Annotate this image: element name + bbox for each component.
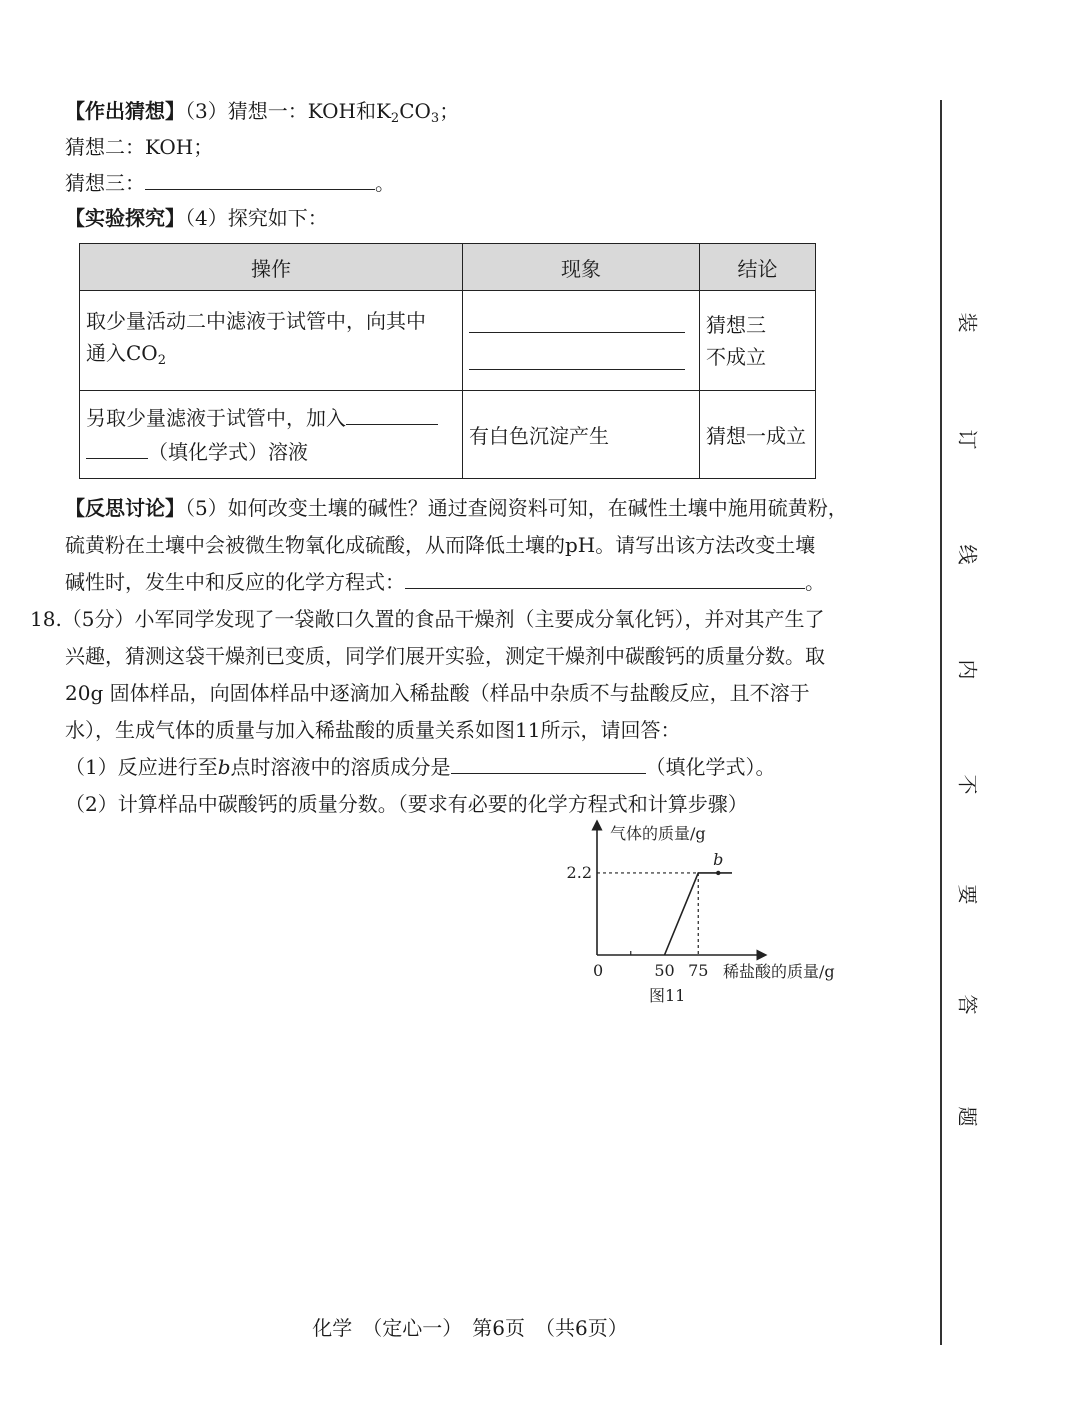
binding-line [940, 100, 942, 1345]
row2-reagent-blank[interactable] [346, 404, 438, 425]
row2-conclusion: 猜想一成立 [700, 391, 816, 479]
equation-blank[interactable] [405, 568, 805, 589]
row1-operation [80, 291, 463, 391]
reflect-line-3 [65, 567, 825, 597]
row1-phen-blank-1[interactable] [469, 312, 685, 333]
origin-label: 0 [593, 961, 604, 980]
hypothesis-intro: （3）猜想一：KOH和K [185, 99, 391, 123]
reflect-text-3: 碱性时，发生中和反应的化学方程式： [65, 570, 405, 594]
q18-sub1-post: （填化学式）。 [645, 755, 776, 779]
binding-char: 答 [955, 994, 980, 1015]
q18-sub1-b: b [217, 755, 231, 779]
reflect-end: 。 [805, 570, 825, 594]
binding-char: 要 [955, 884, 980, 905]
x-axis-label: 稀盐酸的质量/g [723, 962, 835, 981]
solute-blank[interactable] [451, 753, 646, 774]
q18-line-4: 水），生成气体的质量与加入稀盐酸的质量关系如图11所示，请回答： [65, 718, 681, 742]
hypothesis-3-end: 。 [375, 171, 395, 195]
page-footer: 化学 （定心一） 第6页 （共6页） [312, 1316, 628, 1340]
point-b-marker [716, 871, 720, 875]
header-operation: 操作 [80, 244, 463, 291]
table-header-row [80, 244, 816, 291]
row1-conclusion [700, 291, 816, 391]
q18-line-2: 兴趣，猜测这袋干燥剂已变质，同学们展开实验，测定干燥剂中碳酸钙的质量分数。取 [65, 644, 825, 668]
q18-sub1-mid: 点时溶液中的溶质成分是 [230, 755, 451, 779]
header-phenomenon: 现象 [463, 244, 700, 291]
hypothesis-3-label: 猜想三： [65, 171, 145, 195]
binding-char: 装 [955, 312, 980, 333]
hypothesis-3-line [65, 168, 395, 198]
reflect-text-1: （5）如何改变土壤的碱性？通过查阅资料可知，在碱性土壤中施用硫黄粉， [185, 496, 848, 520]
binding-char: 不 [955, 774, 980, 795]
binding-char: 线 [955, 544, 980, 565]
row1-op-line1: 取少量活动二中滤液于试管中，向其中 [86, 308, 426, 333]
binding-char: 题 [955, 1106, 980, 1127]
hypothesis-line-1 [65, 96, 459, 134]
hypothesis-end: ； [439, 99, 460, 123]
q18-sub1-pre: （1）反应进行至 [65, 755, 218, 779]
binding-char: 内 [955, 659, 980, 680]
hypothesis-2: 猜想二：KOH； [65, 135, 214, 159]
reflect-tag: 【反思讨论】 [65, 496, 185, 520]
explore-line [65, 203, 328, 233]
k2co3-sub-k: 2 [390, 111, 400, 126]
point-b-label: b [713, 849, 724, 869]
binding-char: 订 [955, 429, 980, 450]
row1-concl-line2: 不成立 [706, 344, 766, 369]
table-row [80, 291, 816, 391]
row1-concl-line1: 猜想三 [706, 312, 766, 337]
y-tick-label: 2.2 [566, 862, 592, 882]
x-tick-label: 75 [688, 961, 709, 980]
row1-phen-blank-2[interactable] [469, 349, 685, 370]
reflect-line-2: 硫黄粉在土壤中会被微生物氧化成硫酸，从而降低土壤的pH。请写出该方法改变土壤 [65, 533, 816, 557]
figure-caption: 图11 [649, 986, 686, 1005]
y-axis-label: 气体的质量/g [610, 824, 706, 843]
q18-line-3: 20g 固体样品，向固体样品中逐滴加入稀盐酸（样品中杂质不与盐酸反应，且不溶于 [65, 681, 810, 705]
row2-op-line2: （填化学式）溶液 [148, 439, 308, 464]
reflect-line-1 [65, 493, 848, 523]
header-conclusion: 结论 [700, 244, 816, 291]
experiment-table [79, 243, 816, 479]
explore-tag: 【实验探究】 [65, 206, 185, 230]
q18-sub1-line [65, 752, 776, 782]
row2-phenomenon: 有白色沉淀产生 [463, 391, 700, 479]
row2-operation [80, 391, 463, 479]
hypothesis-3-blank[interactable] [145, 169, 375, 190]
hypothesis-tag: 【作出猜想】 [65, 99, 185, 123]
q18-line-1: 18.（5分）小军同学发现了一袋敞口久置的食品干燥剂（主要成分氧化钙），并对其产生了 [30, 607, 825, 631]
row1-phenomenon [463, 291, 700, 391]
x-tick-label: 50 [654, 961, 675, 980]
row2-op-line1: 另取少量滤液于试管中，加入 [86, 405, 346, 430]
row2-reagent-blank-2[interactable] [86, 438, 148, 459]
row1-op-sub: 2 [157, 352, 166, 368]
k2co3-co: CO [399, 99, 431, 123]
row1-op-line2: 通入CO [86, 340, 158, 365]
table-row [80, 391, 816, 479]
figure-11-chart [560, 815, 860, 1010]
q18-sub2-line: （2）计算样品中碳酸钙的质量分数。（要求有必要的化学方程式和计算步骤） [65, 792, 748, 816]
explore-text: （4）探究如下： [185, 206, 328, 230]
k2co3-sub-3: 3 [430, 111, 440, 126]
